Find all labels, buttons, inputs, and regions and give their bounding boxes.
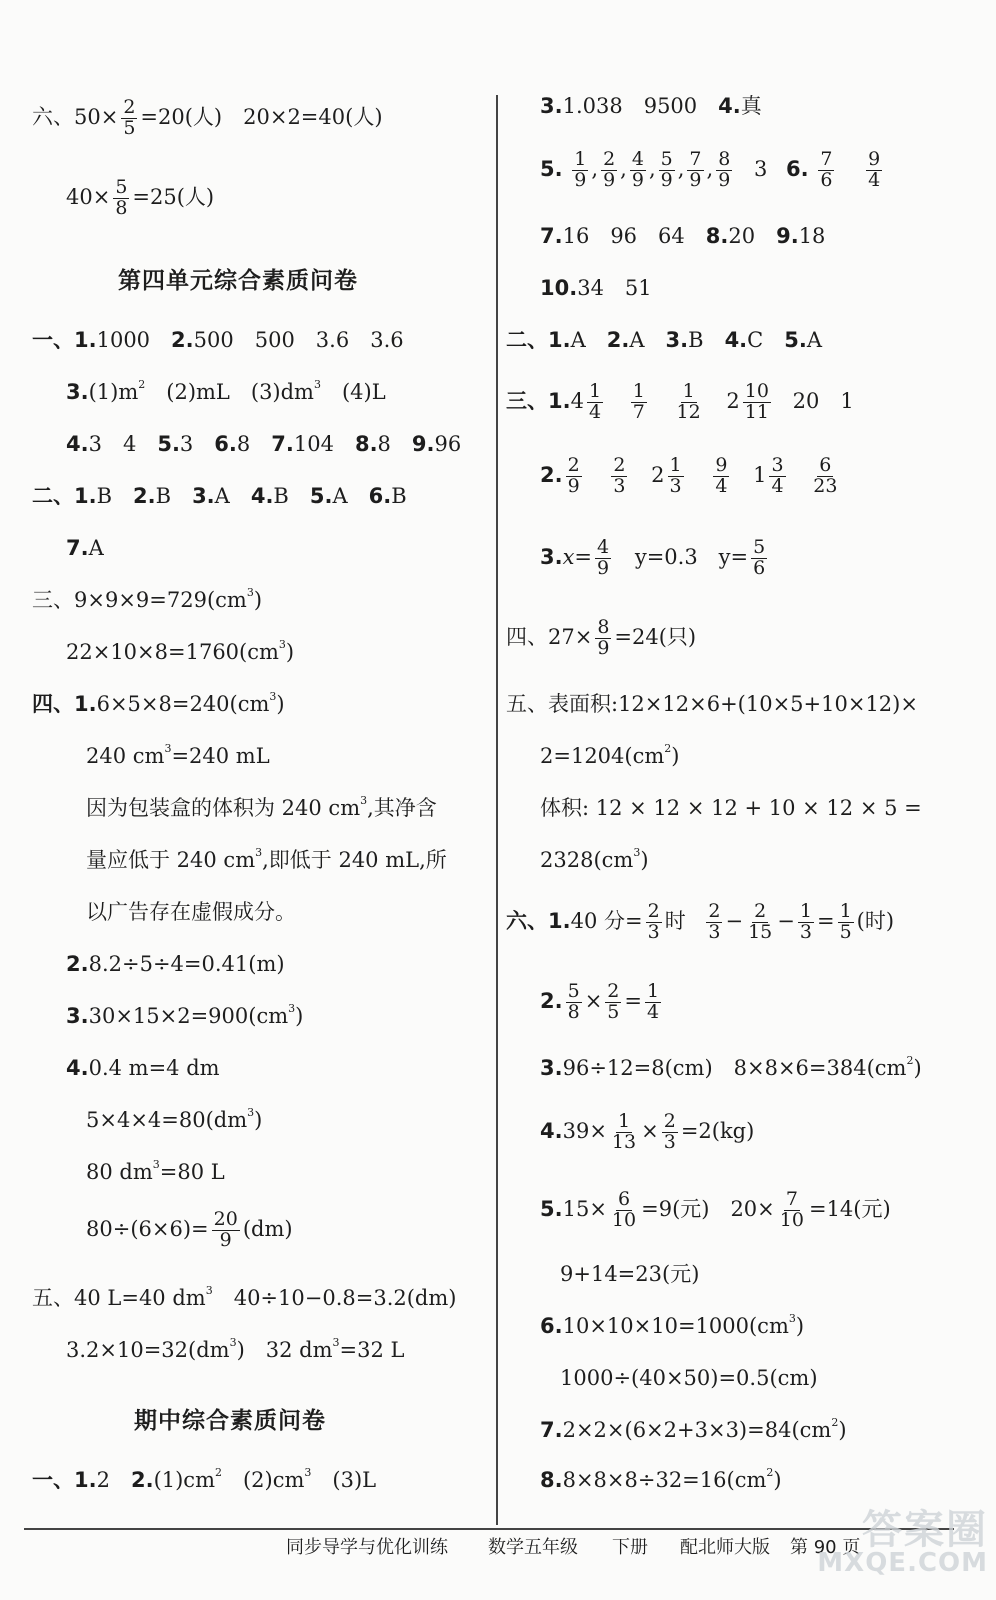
fraction: $\frac{1}{3}$	[799, 900, 812, 943]
answer-line: 六、1.40 分= $\frac{2}{3}$ 时 $\frac{2}{3}$ − $\frac{2}{15}$ − $\frac{1}{3}$ = $\frac{1}{5}$ (时)	[506, 900, 895, 943]
fraction: $\frac{8}{9}$	[597, 616, 610, 659]
fraction: $\frac{5}{9}$	[660, 148, 673, 191]
answer-line: 3.96÷12=8(cm) $8\times 8\times 6=384(cm^2)$	[540, 1054, 922, 1080]
column-divider	[496, 95, 498, 1525]
watermark-logo: 答案圈 MXQE.COM	[817, 1507, 988, 1578]
answer-line: $6.10\times 10\times 10=1000(cm^3)$	[540, 1312, 805, 1338]
fraction: $\frac{9}{4}$	[868, 148, 881, 191]
section-heading: 期中综合素质问卷	[134, 1408, 326, 1434]
answer-line: 5.15× $\frac{6}{10}$ =9(元) 20× $\frac{7}{10}$ =14(元)	[540, 1188, 891, 1231]
footer-volume: 下册	[612, 1537, 648, 1558]
fraction: $\frac{8}{9}$	[718, 148, 731, 191]
answer-line: 2. $\frac{2}{9}$ $\frac{2}{3}$ 2 $\frac{1}{3}$ $\frac{9}{4}$ 1 $\frac{3}{4}$ $\frac{6}{23}$	[540, 454, 838, 497]
answer-line: 一、1.2 $2.(1)cm^2$ $(2)cm^3$ (3)L	[32, 1466, 377, 1492]
fraction: $\frac{2}{3}$	[613, 454, 626, 497]
fraction: $\frac{6}{10}$	[611, 1188, 637, 1231]
footer-edition: 配北师大版	[680, 1537, 770, 1558]
fraction: $\frac{10}{11}$	[744, 380, 769, 423]
answer-line: $3.30\times 15\times 2=900(cm^3)$	[66, 1002, 304, 1028]
answer-line: $22\times 10\times 8=1760(cm^3)$	[66, 638, 295, 664]
answer-line: 一、1.1000 2.500 500 3.6 3.6	[32, 328, 404, 352]
footer-rule	[24, 1528, 954, 1530]
fraction: $\frac{5}{6}$	[753, 536, 766, 579]
fraction: $\frac{1}{3}$	[669, 454, 682, 497]
page-number: 第 90 页	[790, 1537, 861, 1558]
answer-line: 三、$9\times 9\times 9=729(cm^3)$	[32, 586, 263, 612]
fraction: $\frac{7}{6}$	[820, 148, 833, 191]
fraction: $\frac{1}{13}$	[611, 1110, 637, 1153]
answer-line: $5\times 4\times 4=80(dm^3)$	[86, 1106, 263, 1132]
section-heading: 第四单元综合素质问卷	[118, 268, 358, 294]
answer-line: 四、$1.6\times 5\times 8=240(cm^3)$	[32, 690, 285, 716]
fraction: $\frac{2}{3}$	[647, 900, 660, 943]
fraction: $\frac{2}{9}$	[567, 454, 580, 497]
fraction: $\frac{7}{9}$	[689, 148, 702, 191]
fraction: $\frac{2}{3}$	[708, 900, 721, 943]
answer-line: $8.8\times 8\times 8\div 32=16(cm^2)$	[540, 1466, 782, 1492]
answer-line: 3.1.038 9500 4.真	[540, 94, 762, 118]
footer-subject: 数学五年级	[488, 1537, 578, 1558]
fraction: $\frac{2}{15}$	[748, 900, 773, 943]
fraction: $\frac{9}{4}$	[715, 454, 728, 497]
answer-line: 4.0.4 m=4 dm	[66, 1056, 220, 1080]
answer-line: 240 $cm^3=240$ mL	[86, 742, 270, 768]
fraction: $\frac{2}{3}$	[663, 1110, 676, 1153]
answer-line: 3.x= $\frac{4}{9}$ y=0.3 y= $\frac{5}{6}$	[540, 536, 766, 579]
fraction: $\frac{1}{9}$	[574, 148, 587, 191]
answer-line: $2=1204(cm^2)$	[540, 742, 680, 768]
answer-line: 量应低于 240 $cm^3$,即低于 240 mL,所	[86, 846, 447, 872]
fraction: $\frac{1}{4}$	[647, 980, 660, 1023]
answer-line: 三、1.4 $\frac{1}{4}$ $\frac{1}{7}$ $\frac{1}{12}$ 2 $\frac{10}{11}$ 20 1	[506, 380, 854, 423]
answer-line: 4.39× $\frac{1}{13}$ × $\frac{2}{3}$ =2(kg)	[540, 1110, 755, 1153]
answer-line: 体积: 12 × 12 × 12 + 10 × 12 × 5 =	[540, 796, 922, 820]
answer-line: 2.8.2÷5÷4=0.41(m)	[66, 952, 285, 976]
answer-line: 五、40 L=40 $dm^3$ 40÷10−0.8=3.2(dm)	[32, 1284, 457, 1310]
fraction: $\frac{1}{7}$	[632, 380, 645, 423]
fraction: $\frac{4}{9}$	[631, 148, 644, 191]
answer-line: 2. $\frac{5}{8}$ × $\frac{2}{5}$ = $\frac{1}{4}$	[540, 980, 660, 1023]
fraction: $\frac{2}{5}$	[607, 980, 620, 1023]
answer-line: 5. $\frac{1}{9}$ , $\frac{2}{9}$ , $\frac{4}{9}$ , $\frac{5}{9}$ , $\frac{7}{9}$ , $\frac{8}{9}$ 3 6. $\frac{7}{6}$ $\frac{9}{4}$	[540, 148, 881, 191]
answer-line: $3.(1)m^2$ (2)mL $(3)dm^3$ (4)L	[66, 378, 386, 404]
fraction: $\frac{2}{9}$	[603, 148, 616, 191]
answer-line: 80÷(6×6)= $\frac{20}{9}$ (dm)	[86, 1208, 293, 1251]
footer-book-title: 同步导学与优化训练	[286, 1537, 448, 1558]
fraction: $\frac{20}{9}$	[213, 1208, 238, 1251]
answer-line: 80 $dm^3=80$ L	[86, 1158, 225, 1184]
fraction: $\frac{2}{5}$	[123, 96, 136, 139]
answer-line: 7.A	[66, 536, 104, 560]
fraction: $\frac{3}{4}$	[771, 454, 784, 497]
answer-line: $3.2\times 10=32(dm^3)$ 32 $dm^3=32$ L	[66, 1336, 405, 1362]
answer-line: 四、27× $\frac{8}{9}$ =24(只)	[506, 616, 697, 659]
fraction: $\frac{7}{10}$	[779, 1188, 804, 1231]
answer-line: 六、50× $\frac{2}{5}$ =20(人) 20×2=40(人)	[32, 96, 383, 139]
fraction: $\frac{6}{23}$	[813, 454, 838, 497]
answer-line: 7.16 96 64 8.20 9.18	[540, 224, 826, 248]
answer-line: 二、1.B 2.B 3.A 4.B 5.A 6.B	[32, 484, 407, 508]
answer-line: $7.2\times 2\times(6\times 2+3\times 3)=84(cm^2)$	[540, 1416, 847, 1442]
answer-line: 4.3 4 5.3 6.8 7.104 8.8 9.96	[66, 432, 462, 456]
answer-line: 40× $\frac{5}{8}$ =25(人)	[66, 176, 215, 219]
fraction: $\frac{5}{8}$	[115, 176, 128, 219]
answer-line: 二、1.A 2.A 3.B 4.C 5.A	[506, 328, 822, 352]
answer-line: 10.34 51	[540, 276, 652, 300]
fraction: $\frac{1}{12}$	[676, 380, 701, 423]
answer-line: 因为包装盒的体积为 240 $cm^3$,其净含	[86, 794, 437, 820]
answer-line: $2328(cm^3)$	[540, 846, 649, 872]
fraction: $\frac{4}{9}$	[597, 536, 610, 579]
fraction: $\frac{1}{5}$	[839, 900, 852, 943]
answer-line: 五、表面积:12×12×6+(10×5+10×12)×	[506, 692, 918, 716]
fraction: $\frac{5}{8}$	[567, 980, 580, 1023]
answer-line: 以广告存在虚假成分。	[86, 900, 296, 924]
fraction: $\frac{1}{4}$	[588, 380, 602, 423]
answer-line: 1000÷(40×50)=0.5(cm)	[560, 1366, 818, 1390]
answer-line: 9+14=23(元)	[560, 1262, 700, 1286]
